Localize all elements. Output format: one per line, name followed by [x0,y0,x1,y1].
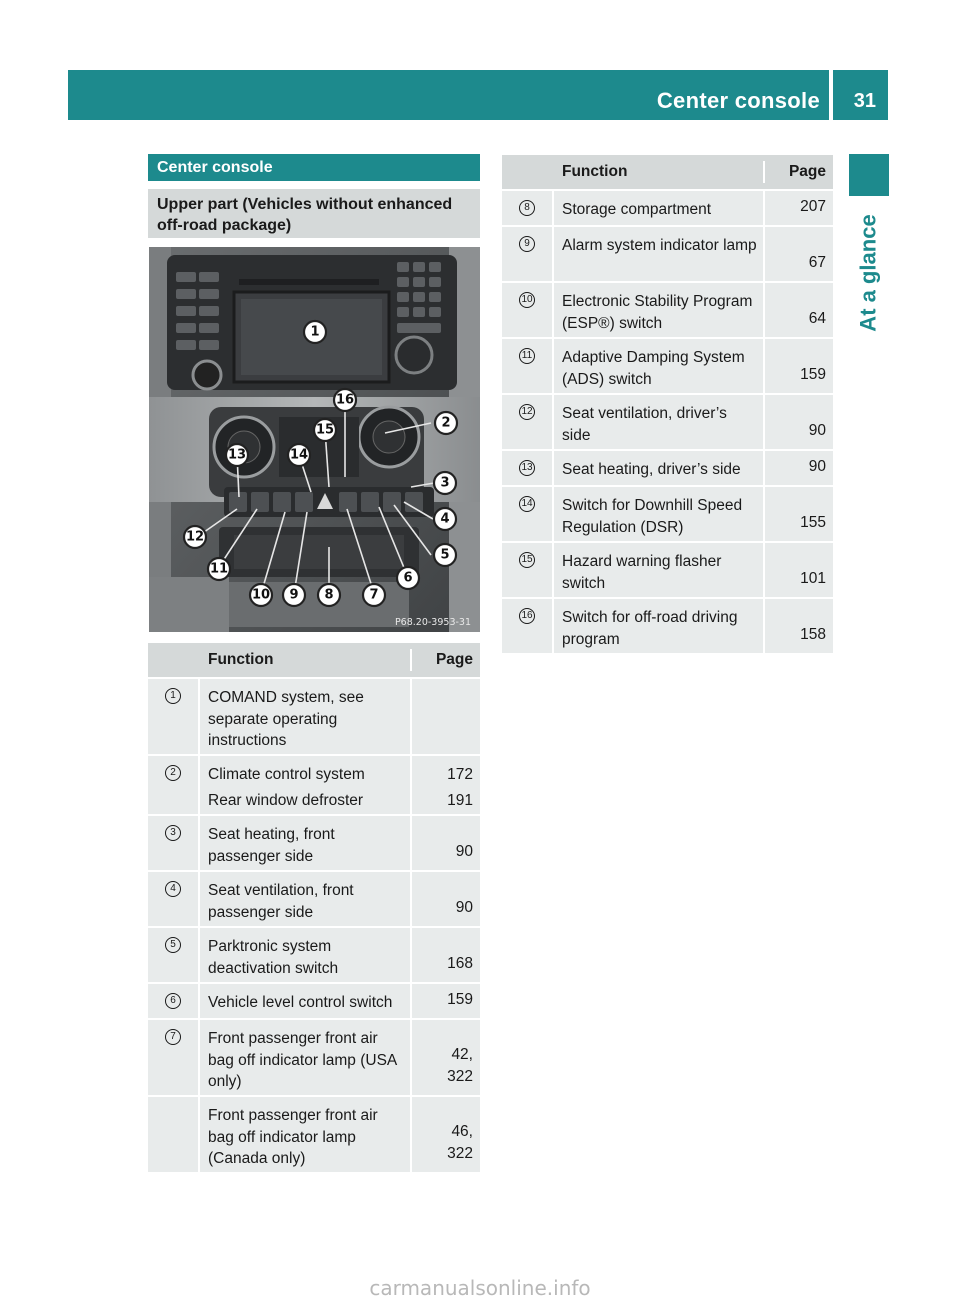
svg-text:11: 11 [209,561,229,577]
table-row [148,872,480,928]
table-row [502,599,833,655]
svg-text:12: 12 [185,529,205,545]
callout-6 [397,567,419,589]
callout-2 [435,412,457,434]
callout-3 [434,472,456,494]
callout-7 [363,584,385,606]
svg-text:7: 7 [369,587,379,603]
callout-4 [434,508,456,530]
watermark: carmanualsonline.info [369,1276,591,1300]
svg-text:4: 4 [440,511,450,527]
callout-8 [318,584,340,606]
item-number: 2 [165,765,181,781]
function-cell: Seat heating, driver’s side [554,451,765,485]
function-cell: Storage compartment [554,191,765,225]
page-header [68,70,888,120]
table-row [148,984,480,1020]
table-row [502,339,833,395]
function-cell: Seat ventilation, driver’s side [554,395,765,449]
svg-text:16: 16 [335,392,355,408]
item-number: 8 [519,200,535,216]
section-title: Center console [148,154,480,181]
table-row [148,1020,480,1097]
svg-text:6: 6 [403,570,413,586]
item-number: 7 [165,1029,181,1045]
page-cell: 158 [800,625,826,643]
callout-16 [334,389,356,411]
svg-text:8: 8 [324,587,334,603]
item-number: 1 [165,688,181,704]
svg-text:9: 9 [289,587,299,603]
function-column-header: Function [554,161,765,183]
header-divider [829,70,833,120]
table-row [502,487,833,543]
table-row [148,679,480,756]
page-column-header [412,649,480,671]
table-header [502,155,833,191]
page-cell: 90 [455,842,473,860]
side-tab-label [846,210,892,336]
page-cell: 207 [800,197,826,215]
item-number: 3 [165,825,181,841]
function-cell: Switch for off-road driving program [554,599,765,653]
subsection-title: Upper part (Vehicles without enhanced off-road package) [148,189,480,238]
page-number: 31 [853,90,876,112]
svg-text:15: 15 [315,422,335,438]
table-row [148,1097,480,1174]
item-number: 5 [165,937,181,953]
function-cell: COMAND system, see separate operating instructions [200,679,412,754]
callout-12 [184,526,206,548]
table-header [148,643,480,679]
callout-15 [314,419,336,441]
side-tab-marker [849,154,889,196]
item-number: 10 [519,292,535,308]
svg-text:14: 14 [289,447,309,463]
item-number: 12 [519,404,535,420]
item-number: 9 [519,236,535,252]
right-function-table [502,155,833,655]
console-photo [149,247,480,632]
page-cell: 159 [447,990,473,1008]
page-cell: 168 [447,954,473,972]
table-row [502,543,833,599]
callout-9 [283,584,305,606]
function-cell: Electronic Stability Program (ESP®) switch [554,283,765,337]
table-row [148,816,480,872]
page-cell: 90 [455,898,473,916]
side-tab-text: At a glance [856,214,881,332]
page-cell: 155 [800,513,826,531]
svg-text:1: 1 [310,324,320,340]
item-number: 14 [519,496,535,512]
function-cell: Vehicle level control switch [200,984,412,1018]
item-number: 15 [519,552,535,568]
callout-14 [288,444,310,466]
page-cell: 42, 322 [447,1046,473,1085]
svg-text:10: 10 [251,587,271,603]
function-cell: Alarm system indicator lamp [554,227,765,281]
page-cell: 46, 322 [447,1123,473,1162]
photo-caption: P68.20-3953-31 [394,617,471,628]
page-column-header [765,161,833,183]
page-cell: 172 191 [447,766,473,809]
svg-text:2: 2 [441,415,451,431]
table-row [148,928,480,984]
page-cell: 159 [800,365,826,383]
function-cell: Seat heating, front passenger side [200,816,412,870]
function-cell: Front passenger front air bag off indicator lamp (USA only) [200,1020,412,1095]
page-cell: 64 [808,309,826,327]
table-row [502,283,833,339]
callout-5 [434,544,456,566]
item-number: 6 [165,993,181,1009]
page-cell: 101 [800,569,826,587]
page-header-label: Page [788,163,826,181]
svg-text:5: 5 [440,547,450,563]
page-cell: 90 [808,421,826,439]
function-cell: Adaptive Damping System (ADS) switch [554,339,765,393]
header-title: Center console [656,88,820,113]
callout-13 [226,444,248,466]
callout-11 [208,558,230,580]
function-cell: Front passenger front air bag off indicator lamp (Canada only) [200,1097,412,1172]
callout-10 [250,584,272,606]
page-header-label: Page [435,651,473,669]
function-column-header: Function [200,649,412,671]
table-row [502,395,833,451]
function-cell: Parktronic system deactivation switch [200,928,412,982]
table-row [502,451,833,487]
callout-1 [304,321,326,343]
svg-text:3: 3 [440,475,450,491]
item-number: 11 [519,348,535,364]
function-cell: Switch for Downhill Speed Regulation (DSR) [554,487,765,541]
table-row [502,227,833,283]
item-number: 16 [519,608,535,624]
page-cell: 90 [808,457,826,475]
item-number: 13 [519,460,535,476]
function-cell: Hazard warning flasher switch [554,543,765,597]
table-row [148,756,480,816]
item-number: 4 [165,881,181,897]
left-function-table [148,643,480,1174]
page-cell: 67 [808,253,826,271]
function-cell: Climate control system Rear window defroster [200,756,412,814]
console-illustration [149,247,480,632]
svg-text:13: 13 [227,447,247,463]
page-cell [412,679,480,754]
function-cell: Seat ventilation, front passenger side [200,872,412,926]
table-row [502,191,833,227]
